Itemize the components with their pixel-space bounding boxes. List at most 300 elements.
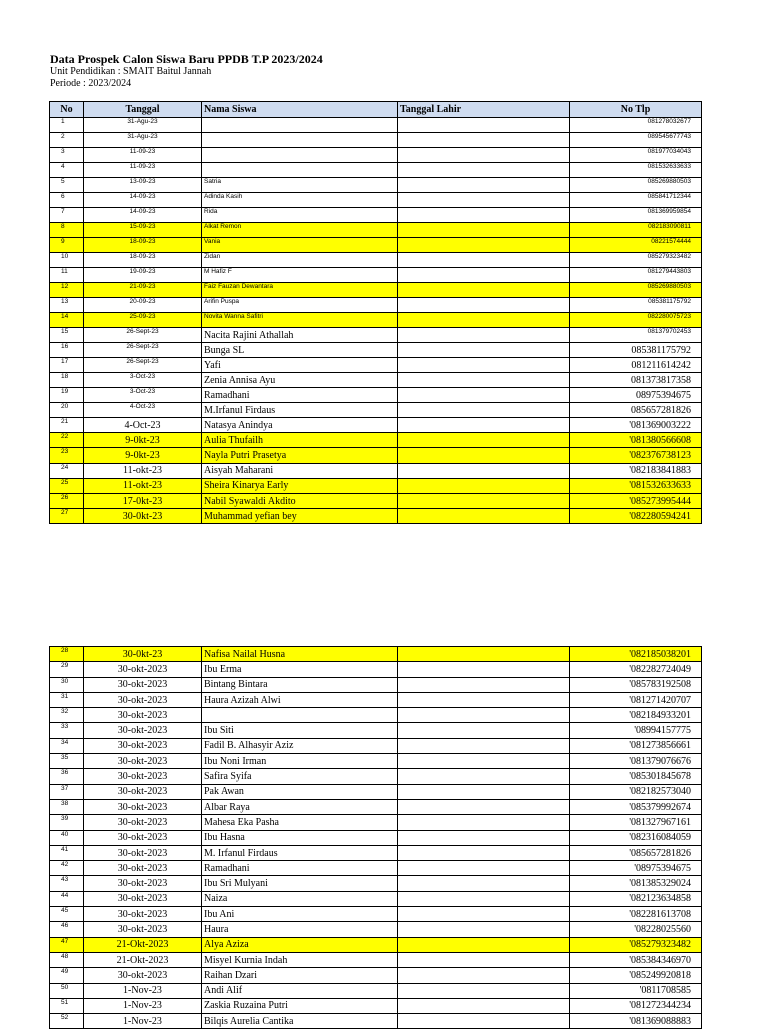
header-nama-siswa: Nama Siswa xyxy=(202,102,398,118)
tanggal-cell: 30-okt-2023 xyxy=(84,815,202,830)
tanggal-lahir-cell xyxy=(398,283,570,298)
no-tlp-cell: '082182573040 xyxy=(570,784,702,799)
table-row xyxy=(50,876,702,891)
no-tlp-cell: 085657281826 xyxy=(570,403,702,418)
no-tlp-cell: '085273995444 xyxy=(570,493,702,508)
table-row xyxy=(50,148,702,163)
table-row xyxy=(50,118,702,133)
tanggal-lahir-cell xyxy=(398,952,570,967)
tanggal-cell: 20-09-23 xyxy=(84,298,202,313)
table-row xyxy=(50,493,702,508)
tanggal-cell: 26-Sept-23 xyxy=(84,358,202,373)
nama-siswa-cell xyxy=(202,163,398,178)
no-cell: 1 xyxy=(50,118,84,133)
nama-siswa-cell: Novita Wanna Safitri xyxy=(202,313,398,328)
tanggal-lahir-cell xyxy=(398,448,570,463)
table-row xyxy=(50,418,702,433)
tanggal-lahir-cell xyxy=(398,403,570,418)
tanggal-cell: 11-09-23 xyxy=(84,148,202,163)
nama-siswa-cell: Bilqis Aurelia Cantika xyxy=(202,1014,398,1029)
no-cell: 5 xyxy=(50,178,84,193)
nama-siswa-cell: Safira Syifa xyxy=(202,769,398,784)
nama-siswa-cell: Ibu Erma xyxy=(202,662,398,677)
table-row xyxy=(50,313,702,328)
tanggal-lahir-cell xyxy=(398,754,570,769)
tanggal-cell: 18-09-23 xyxy=(84,238,202,253)
nama-siswa-cell: M.Irfanul Firdaus xyxy=(202,403,398,418)
tanggal-lahir-cell xyxy=(398,328,570,343)
table-row xyxy=(50,830,702,845)
no-cell: 40 xyxy=(50,830,84,845)
unit-label: Unit Pendidikan : SMAIT Baitul Jannah xyxy=(50,66,212,77)
tanggal-lahir-cell xyxy=(398,677,570,692)
tanggal-lahir-cell xyxy=(398,193,570,208)
tanggal-lahir-cell xyxy=(398,268,570,283)
table-row xyxy=(50,952,702,967)
table-row xyxy=(50,708,702,723)
tanggal-lahir-cell xyxy=(398,208,570,223)
no-cell: 16 xyxy=(50,343,84,358)
no-tlp-cell: '081385329024 xyxy=(570,876,702,891)
nama-siswa-cell: Ibu Ani xyxy=(202,907,398,922)
nama-siswa-cell: Ramadhani xyxy=(202,861,398,876)
no-tlp-cell: 081532633633 xyxy=(570,163,702,178)
tanggal-lahir-cell xyxy=(398,388,570,403)
no-cell: 10 xyxy=(50,253,84,268)
tanggal-lahir-cell xyxy=(398,769,570,784)
no-cell: 47 xyxy=(50,937,84,952)
prospect-table-2 xyxy=(49,646,702,1029)
tanggal-lahir-cell xyxy=(398,223,570,238)
table-row xyxy=(50,983,702,998)
no-cell: 51 xyxy=(50,998,84,1013)
nama-siswa-cell: Ramadhani xyxy=(202,388,398,403)
no-cell: 45 xyxy=(50,907,84,922)
periode-label: Periode : 2023/2024 xyxy=(50,78,132,89)
no-tlp-cell: '085783192508 xyxy=(570,677,702,692)
table-row xyxy=(50,478,702,493)
tanggal-lahir-cell xyxy=(398,968,570,983)
no-cell: 22 xyxy=(50,433,84,448)
no-cell: 12 xyxy=(50,283,84,298)
header-tanggal: Tanggal xyxy=(84,102,202,118)
table-row xyxy=(50,769,702,784)
no-cell: 30 xyxy=(50,677,84,692)
tanggal-cell: 3-Oct-23 xyxy=(84,388,202,403)
no-tlp-cell: 081977034043 xyxy=(570,148,702,163)
nama-siswa-cell: Ibu Sri Mulyani xyxy=(202,876,398,891)
no-tlp-cell: 085841712344 xyxy=(570,193,702,208)
table-row xyxy=(50,662,702,677)
no-tlp-cell: '085657281826 xyxy=(570,845,702,860)
tanggal-lahir-cell xyxy=(398,723,570,738)
tanggal-lahir-cell xyxy=(398,708,570,723)
tanggal-cell: 9-0kt-23 xyxy=(84,433,202,448)
header-no: No xyxy=(50,102,84,118)
table-row xyxy=(50,223,702,238)
tanggal-cell: 30-okt-2023 xyxy=(84,708,202,723)
no-tlp-cell: 08975394675 xyxy=(570,388,702,403)
nama-siswa-cell: Ibu Hasna xyxy=(202,830,398,845)
tanggal-cell: 3-Oct-23 xyxy=(84,373,202,388)
tanggal-cell: 30-okt-2023 xyxy=(84,784,202,799)
tanggal-lahir-cell xyxy=(398,133,570,148)
no-tlp-cell: 085381175792 xyxy=(570,343,702,358)
tanggal-lahir-cell xyxy=(398,937,570,952)
tanggal-lahir-cell xyxy=(398,738,570,753)
table-row xyxy=(50,738,702,753)
nama-siswa-cell: Albar Raya xyxy=(202,799,398,814)
tanggal-cell: 30-okt-2023 xyxy=(84,891,202,906)
nama-siswa-cell xyxy=(202,148,398,163)
no-tlp-cell: '08228025560 xyxy=(570,922,702,937)
tanggal-lahir-cell xyxy=(398,647,570,662)
nama-siswa-cell: Andi Alif xyxy=(202,983,398,998)
no-tlp-cell: 081278032677 xyxy=(570,118,702,133)
nama-siswa-cell: M Hafiz F xyxy=(202,268,398,283)
nama-siswa-cell: Mahesa Eka Pasha xyxy=(202,815,398,830)
no-cell: 4 xyxy=(50,163,84,178)
table-row xyxy=(50,268,702,283)
tanggal-lahir-cell xyxy=(398,861,570,876)
no-tlp-cell: '085279323482 xyxy=(570,937,702,952)
tanggal-lahir-cell xyxy=(398,493,570,508)
no-cell: 14 xyxy=(50,313,84,328)
tanggal-cell: 30-okt-2023 xyxy=(84,861,202,876)
no-cell: 44 xyxy=(50,891,84,906)
tanggal-cell: 15-09-23 xyxy=(84,223,202,238)
no-cell: 41 xyxy=(50,845,84,860)
nama-siswa-cell: Bunga SL xyxy=(202,343,398,358)
no-cell: 15 xyxy=(50,328,84,343)
no-tlp-cell: 081379702453 xyxy=(570,328,702,343)
header-no-tlp: No Tlp xyxy=(570,102,702,118)
tanggal-lahir-cell xyxy=(398,784,570,799)
no-cell: 43 xyxy=(50,876,84,891)
prospect-table-1 xyxy=(49,101,702,524)
no-cell: 32 xyxy=(50,708,84,723)
document-header xyxy=(50,52,323,90)
nama-siswa-cell: Zaskia Ruzaina Putri xyxy=(202,998,398,1013)
no-cell: 52 xyxy=(50,1014,84,1029)
table-row xyxy=(50,845,702,860)
nama-siswa-cell: Yafi xyxy=(202,358,398,373)
nama-siswa-cell: Natasya Anindya xyxy=(202,418,398,433)
no-tlp-cell: '085249920818 xyxy=(570,968,702,983)
no-cell: 37 xyxy=(50,784,84,799)
tanggal-lahir-cell xyxy=(398,433,570,448)
table-row xyxy=(50,815,702,830)
no-cell: 2 xyxy=(50,133,84,148)
no-tlp-cell: '085301845678 xyxy=(570,769,702,784)
tanggal-lahir-cell xyxy=(398,998,570,1013)
tanggal-lahir-cell xyxy=(398,463,570,478)
no-cell: 28 xyxy=(50,647,84,662)
tanggal-lahir-cell xyxy=(398,478,570,493)
table-row xyxy=(50,647,702,662)
no-cell: 19 xyxy=(50,388,84,403)
document-title: Data Prospek Calon Siswa Baru PPDB T.P 2023/2024 xyxy=(50,52,323,66)
table-row xyxy=(50,891,702,906)
tanggal-cell: 9-0kt-23 xyxy=(84,448,202,463)
no-tlp-cell: '081379076676 xyxy=(570,754,702,769)
tanggal-lahir-cell xyxy=(398,662,570,677)
tanggal-lahir-cell xyxy=(398,799,570,814)
table-row xyxy=(50,692,702,707)
tanggal-cell: 30-okt-2023 xyxy=(84,907,202,922)
no-tlp-cell: '082185038201 xyxy=(570,647,702,662)
no-cell: 49 xyxy=(50,968,84,983)
no-tlp-cell: 081369959854 xyxy=(570,208,702,223)
nama-siswa-cell: Nabil Syawaldi Akdito xyxy=(202,493,398,508)
tanggal-cell: 4-Oct-23 xyxy=(84,403,202,418)
tanggal-lahir-cell xyxy=(398,238,570,253)
tanggal-cell: 30-okt-2023 xyxy=(84,692,202,707)
table-row xyxy=(50,463,702,478)
table-row xyxy=(50,784,702,799)
no-cell: 35 xyxy=(50,754,84,769)
no-tlp-cell: '081327967161 xyxy=(570,815,702,830)
no-cell: 3 xyxy=(50,148,84,163)
tanggal-lahir-cell xyxy=(398,313,570,328)
table-row xyxy=(50,433,702,448)
tanggal-lahir-cell xyxy=(398,298,570,313)
no-tlp-cell: '085379992674 xyxy=(570,799,702,814)
tanggal-lahir-cell xyxy=(398,163,570,178)
table-row xyxy=(50,283,702,298)
tanggal-cell: 30-okt-2023 xyxy=(84,845,202,860)
tanggal-cell: 19-09-23 xyxy=(84,268,202,283)
no-cell: 31 xyxy=(50,692,84,707)
tanggal-lahir-cell xyxy=(398,692,570,707)
tanggal-lahir-cell xyxy=(398,358,570,373)
tanggal-cell: 1-Nov-23 xyxy=(84,983,202,998)
tanggal-cell: 30-okt-2023 xyxy=(84,769,202,784)
nama-siswa-cell: Nacita Rajini Athallah xyxy=(202,328,398,343)
no-cell: 27 xyxy=(50,509,84,524)
table-row xyxy=(50,799,702,814)
table-row xyxy=(50,208,702,223)
no-tlp-cell: '081273856661 xyxy=(570,738,702,753)
no-cell: 20 xyxy=(50,403,84,418)
no-tlp-cell: '082184933201 xyxy=(570,708,702,723)
no-tlp-cell: 081211614242 xyxy=(570,358,702,373)
nama-siswa-cell: Satria xyxy=(202,178,398,193)
no-cell: 17 xyxy=(50,358,84,373)
tanggal-cell: 30-okt-2023 xyxy=(84,677,202,692)
tanggal-cell: 4-Oct-23 xyxy=(84,418,202,433)
table-row xyxy=(50,1014,702,1029)
tanggal-lahir-cell xyxy=(398,1014,570,1029)
no-cell: 11 xyxy=(50,268,84,283)
no-tlp-cell: 081373817358 xyxy=(570,373,702,388)
no-cell: 21 xyxy=(50,418,84,433)
nama-siswa-cell xyxy=(202,118,398,133)
no-cell: 50 xyxy=(50,983,84,998)
table-row xyxy=(50,178,702,193)
nama-siswa-cell: Naiza xyxy=(202,891,398,906)
tanggal-cell: 14-09-23 xyxy=(84,193,202,208)
no-tlp-cell: '081271420707 xyxy=(570,692,702,707)
nama-siswa-cell: Alkat Remon xyxy=(202,223,398,238)
table-row xyxy=(50,723,702,738)
nama-siswa-cell: Zidan xyxy=(202,253,398,268)
tanggal-lahir-cell xyxy=(398,922,570,937)
tanggal-cell: 30-0kt-23 xyxy=(84,647,202,662)
no-cell: 38 xyxy=(50,799,84,814)
tanggal-lahir-cell xyxy=(398,876,570,891)
nama-siswa-cell: Zenia Annisa Ayu xyxy=(202,373,398,388)
tanggal-lahir-cell xyxy=(398,815,570,830)
no-cell: 25 xyxy=(50,478,84,493)
no-tlp-cell: 089545677743 xyxy=(570,133,702,148)
no-tlp-cell: 085269880503 xyxy=(570,283,702,298)
tanggal-cell: 1-Nov-23 xyxy=(84,1014,202,1029)
no-tlp-cell: 085269880503 xyxy=(570,178,702,193)
tanggal-lahir-cell xyxy=(398,891,570,906)
no-cell: 24 xyxy=(50,463,84,478)
no-cell: 13 xyxy=(50,298,84,313)
no-cell: 34 xyxy=(50,738,84,753)
header-tanggal-lahir: Tanggal Lahir xyxy=(398,102,570,118)
tanggal-lahir-cell xyxy=(398,343,570,358)
nama-siswa-cell: Ibu Noni Irman xyxy=(202,754,398,769)
nama-siswa-cell: Nayla Putri Prasetya xyxy=(202,448,398,463)
tanggal-cell: 21-Okt-2023 xyxy=(84,952,202,967)
no-cell: 7 xyxy=(50,208,84,223)
tanggal-cell: 25-09-23 xyxy=(84,313,202,328)
tanggal-cell: 30-okt-2023 xyxy=(84,754,202,769)
no-cell: 33 xyxy=(50,723,84,738)
nama-siswa-cell: Aulia Thufailh xyxy=(202,433,398,448)
table-row xyxy=(50,253,702,268)
nama-siswa-cell: Rida xyxy=(202,208,398,223)
table-row xyxy=(50,998,702,1013)
no-cell: 9 xyxy=(50,238,84,253)
no-tlp-cell: '082316084059 xyxy=(570,830,702,845)
nama-siswa-cell: Haura Azizah Alwi xyxy=(202,692,398,707)
tanggal-cell: 30-okt-2023 xyxy=(84,968,202,983)
table-row xyxy=(50,238,702,253)
tanggal-lahir-cell xyxy=(398,418,570,433)
nama-siswa-cell: Haura xyxy=(202,922,398,937)
tanggal-cell: 30-okt-2023 xyxy=(84,876,202,891)
table-row xyxy=(50,509,702,524)
tanggal-lahir-cell xyxy=(398,178,570,193)
tanggal-lahir-cell xyxy=(398,373,570,388)
tanggal-lahir-cell xyxy=(398,118,570,133)
no-tlp-cell: '081369003222 xyxy=(570,418,702,433)
no-tlp-cell: '08975394675 xyxy=(570,861,702,876)
table-row xyxy=(50,193,702,208)
tanggal-cell: 11-09-23 xyxy=(84,163,202,178)
nama-siswa-cell: Muhammad yefian bey xyxy=(202,509,398,524)
nama-siswa-cell: Fadil B. Alhasyir Aziz xyxy=(202,738,398,753)
no-cell: 8 xyxy=(50,223,84,238)
tanggal-cell: 30-okt-2023 xyxy=(84,799,202,814)
tanggal-lahir-cell xyxy=(398,907,570,922)
table-row xyxy=(50,328,702,343)
no-cell: 36 xyxy=(50,769,84,784)
no-cell: 39 xyxy=(50,815,84,830)
tanggal-cell: 11-okt-23 xyxy=(84,463,202,478)
no-tlp-cell: '081380566608 xyxy=(570,433,702,448)
nama-siswa-cell: Bintang Bintara xyxy=(202,677,398,692)
table-header-row xyxy=(50,102,702,118)
nama-siswa-cell: Faiz Fauzan Dewantara xyxy=(202,283,398,298)
no-tlp-cell: '085384346970 xyxy=(570,952,702,967)
no-tlp-cell: '082281613708 xyxy=(570,907,702,922)
no-cell: 29 xyxy=(50,662,84,677)
nama-siswa-cell: Misyel Kurnia Indah xyxy=(202,952,398,967)
table-row xyxy=(50,968,702,983)
table-row xyxy=(50,448,702,463)
no-tlp-cell: '081532633633 xyxy=(570,478,702,493)
no-cell: 23 xyxy=(50,448,84,463)
tanggal-cell: 14-09-23 xyxy=(84,208,202,223)
nama-siswa-cell: Sheira Kinarya Early xyxy=(202,478,398,493)
tanggal-cell: 13-09-23 xyxy=(84,178,202,193)
no-cell: 46 xyxy=(50,922,84,937)
tanggal-cell: 30-okt-2023 xyxy=(84,830,202,845)
tanggal-cell: 26-Sept-23 xyxy=(84,328,202,343)
nama-siswa-cell: Raihan Dzari xyxy=(202,968,398,983)
tanggal-lahir-cell xyxy=(398,830,570,845)
tanggal-cell: 31-Agu-23 xyxy=(84,133,202,148)
no-tlp-cell: '081369088883 xyxy=(570,1014,702,1029)
no-cell: 18 xyxy=(50,373,84,388)
no-cell: 6 xyxy=(50,193,84,208)
tanggal-cell: 30-okt-2023 xyxy=(84,738,202,753)
table-row xyxy=(50,358,702,373)
no-tlp-cell: '0811708585 xyxy=(570,983,702,998)
tanggal-cell: 1-Nov-23 xyxy=(84,998,202,1013)
table-row xyxy=(50,937,702,952)
no-tlp-cell: '08994157775 xyxy=(570,723,702,738)
nama-siswa-cell: Pak Awan xyxy=(202,784,398,799)
table-row xyxy=(50,343,702,358)
tanggal-cell: 11-okt-23 xyxy=(84,478,202,493)
no-cell: 48 xyxy=(50,952,84,967)
table-row xyxy=(50,907,702,922)
no-tlp-cell: 081279443803 xyxy=(570,268,702,283)
tanggal-lahir-cell xyxy=(398,983,570,998)
table-row xyxy=(50,133,702,148)
table-row xyxy=(50,922,702,937)
tanggal-lahir-cell xyxy=(398,148,570,163)
table-row xyxy=(50,677,702,692)
tanggal-lahir-cell xyxy=(398,845,570,860)
no-tlp-cell: 085381175792 xyxy=(570,298,702,313)
tanggal-cell: 17-0kt-23 xyxy=(84,493,202,508)
table-row xyxy=(50,163,702,178)
nama-siswa-cell: Adinda Kasih xyxy=(202,193,398,208)
tanggal-cell: 30-okt-2023 xyxy=(84,922,202,937)
nama-siswa-cell xyxy=(202,708,398,723)
no-tlp-cell: 08221574444 xyxy=(570,238,702,253)
tanggal-cell: 31-Agu-23 xyxy=(84,118,202,133)
tanggal-cell: 21-Okt-2023 xyxy=(84,937,202,952)
table-row xyxy=(50,403,702,418)
table-row xyxy=(50,298,702,313)
table-row xyxy=(50,388,702,403)
no-tlp-cell: 082183090811 xyxy=(570,223,702,238)
tanggal-cell: 30-okt-2023 xyxy=(84,662,202,677)
tanggal-cell: 30-okt-2023 xyxy=(84,723,202,738)
no-tlp-cell: '082282724049 xyxy=(570,662,702,677)
tanggal-cell: 30-0kt-23 xyxy=(84,509,202,524)
tanggal-lahir-cell xyxy=(398,509,570,524)
